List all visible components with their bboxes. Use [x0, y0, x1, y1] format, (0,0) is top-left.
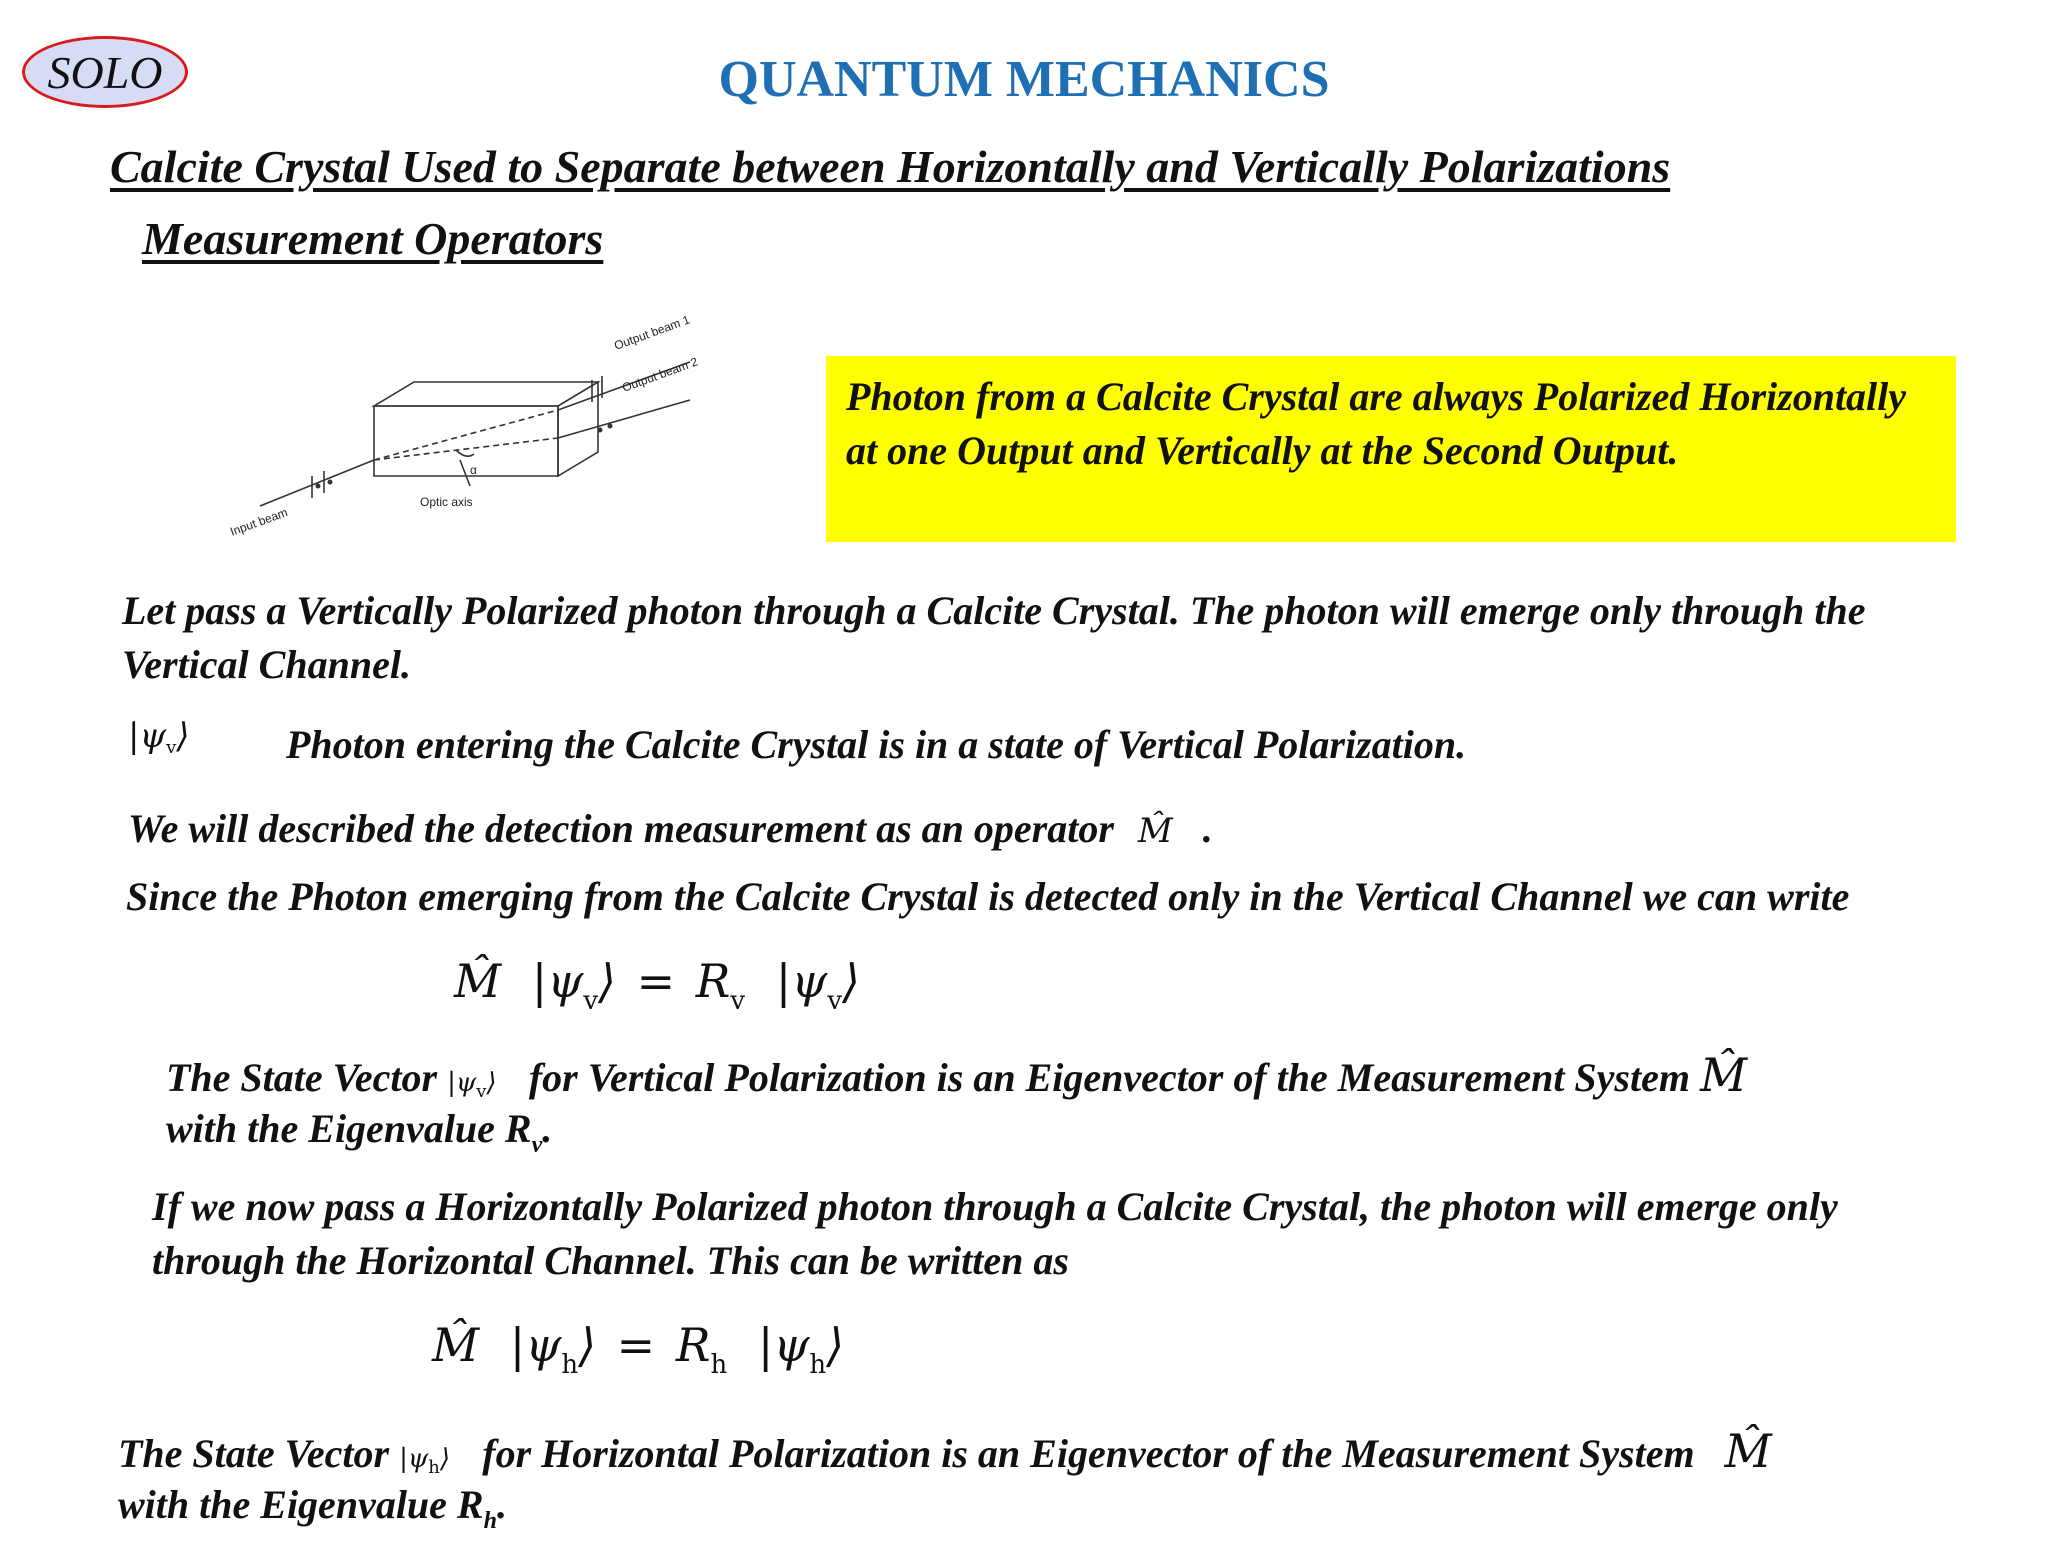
main-heading: Calcite Crystal Used to Separate between Horizontally and Vertically Polarizations	[110, 141, 1671, 192]
optic-axis-line	[460, 460, 470, 486]
paragraph-vertical-photon: Let pass a Vertically Polarized photon through a Calcite Crystal. The photon will emerge only through the Vertical Channel.	[122, 588, 1866, 687]
operator-symbol-3: M̂	[1724, 1424, 1772, 1478]
eq1-operator: M̂	[454, 954, 502, 1008]
paragraph-eigenvalue-h: with the Eigenvalue $R_h$.	[118, 1482, 507, 1534]
operator-symbol-2: M̂	[1699, 1048, 1748, 1102]
label-alpha: α	[470, 463, 477, 477]
paragraph-operator-intro: We will described the detection measurement as an operator M̂ .	[128, 806, 1213, 851]
input-beam-line	[260, 460, 374, 506]
output-beam-2-line	[558, 400, 690, 438]
logo-text: SOLO	[47, 46, 163, 98]
callout-text: Photon from a Calcite Crystal are always Polarized Horizontally at one Output and Vertically at the Second Output.	[846, 374, 1907, 473]
crystal-front-face	[374, 406, 558, 476]
eq2-operator: M̂	[432, 1318, 480, 1372]
operator-symbol: M̂	[1137, 811, 1173, 851]
sub-heading: Measurement Operators	[142, 213, 604, 264]
paragraph-state-vector-vertical: The State Vector $|\psi_v⟩$ for Vertical Polarization is an Eigenvector of the Measurement System M̂	[166, 1048, 1748, 1102]
paragraph-detected-vertical: Since the Photon emerging from the Calcite Crystal is detected only in the Vertical Channel we can write	[126, 874, 1850, 919]
ket-psi-v-small: |ψv⟩	[128, 716, 190, 758]
operator-intro-text: We will described the detection measurement as an operator	[128, 806, 1114, 851]
equation-horizontal-eigen: M̂ $|\psi_h⟩ = R_h$ $|\psi_h⟩$	[432, 1318, 845, 1380]
paragraph-horizontal-photon: If we now pass a Horizontally Polarized photon through a Calcite Crystal, the photon will emerge only through the Horizontal Channel. This can be written as	[152, 1184, 1838, 1283]
callout-box	[826, 356, 1956, 542]
ket-psi-v-inline: $|\psi_v⟩$	[447, 1068, 497, 1102]
paragraph-eigenvalue-v: with the Eigenvalue $R_v$.	[166, 1106, 553, 1158]
paragraph-state-vertical: Photon entering the Calcite Crystal is in a state of Vertical Polarization.	[286, 722, 1467, 767]
paragraph-state-vector-horizontal: The State Vector $|\psi_h⟩$ for Horizontal Polarization is an Eigenvector of the Measurement System M̂	[118, 1424, 1772, 1478]
page-title: QUANTUM MECHANICS	[718, 51, 1330, 108]
calcite-crystal-diagram	[220, 310, 720, 550]
label-input-beam: Input beam	[228, 505, 290, 539]
label-output-beam-1: Output beam 1	[612, 312, 692, 353]
label-optic-axis: Optic axis	[420, 495, 473, 509]
label-output-beam-2: Output beam 2	[620, 354, 700, 395]
ket-psi-h-inline: $|\psi_h⟩$	[399, 1444, 450, 1478]
equation-vertical-eigen: M̂ $|\psi_v⟩ = R_v$ $|\psi_v⟩$	[454, 954, 860, 1016]
inner-beam-1	[374, 410, 558, 460]
alpha-arc	[456, 450, 474, 456]
